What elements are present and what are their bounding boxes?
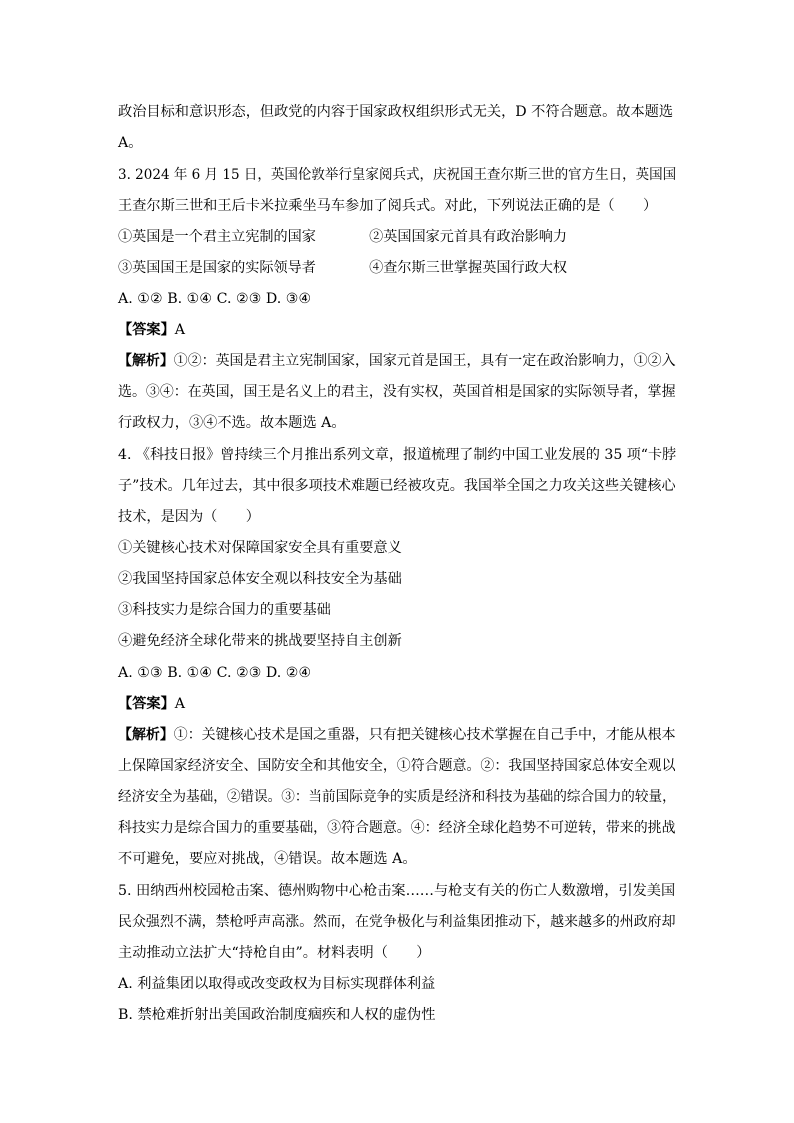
analysis-text: ①②：英国是君主立宪制国家，国家元首是国王，具有一定在政治影响力，①②入: [173, 353, 676, 369]
q4-stem-line-2: 子”技术。几年过去，其中很多项技术难题已经被攻克。我国举全国之力攻关这些关键核心: [118, 478, 676, 494]
q3-options-row-2: [118, 258, 676, 278]
q4-option-4: ④避免经济全球化带来的挑战要坚持自主创新: [118, 633, 402, 649]
q4-analysis-line-2: 上保障国家经济安全、国防安全和其他安全，①符合题意。②：我国坚持国家总体安全观以: [118, 758, 676, 774]
q3-analysis-line-2: 选。③④：在英国，国王是名义上的君主，没有实权，英国首相是国家的实际领导者，掌握: [118, 384, 676, 400]
q3-options-row-1: [118, 227, 676, 247]
analysis-text: ①：关键核心技术是国之重器，只有把关键核心技术掌握在自己手中，才能从根本: [173, 727, 676, 743]
q3-choices: A. ①② B. ①④ C. ②③ D. ③④: [118, 291, 312, 307]
q4-analysis-line-4: 科技实力是综合国力的重要基础，③符合题意。④：经济全球化趋势不可逆转，带来的挑战: [118, 820, 676, 836]
q5-stem-line-3: 主动推动立法扩大“持枪自由”。材料表明（ ）: [118, 945, 431, 961]
q3-option-1: ①英国是一个君主立宪制的国家: [118, 229, 316, 245]
q3-option-3: ③英国国王是国家的实际领导者: [118, 260, 316, 276]
q4-choices: A. ①③ B. ①④ C. ②③ D. ②④: [118, 665, 312, 681]
q3-stem-line-1: 3. 2024 年 6 月 15 日，英国伦敦举行皇家阅兵式，庆祝国王查尔斯三世的官方生日，英国国: [118, 167, 677, 183]
q5-stem-line-1: 5. 田纳西州校园枪击案、德州购物中心枪击案……与枪支有关的伤亡人数激增，引发美国: [118, 883, 676, 899]
q4-analysis-line-5: 不可避免，要应对挑战，④错误。故本题选 A。: [118, 851, 417, 867]
q4-option-1: ①关键核心技术对保障国家安全具有重要意义: [118, 540, 402, 556]
q4-stem-line-3: 技术，是因为（ ）: [118, 509, 260, 525]
q5-option-a: A. 利益集团以取得或改变政权为目标实现群体利益: [118, 976, 436, 992]
answer-label: 【答案】: [118, 322, 175, 338]
q4-answer: [118, 694, 185, 714]
q4-option-2: ②我国坚持国家总体安全观以科技安全为基础: [118, 571, 402, 587]
analysis-label: 【解析】: [118, 353, 174, 369]
intro-line-1: 政治目标和意识形态，但政党的内容于国家政权组织形式无关，D 不符合题意。故本题选: [118, 104, 674, 120]
q4-analysis-line-1: [118, 725, 676, 745]
q4-option-3: ③科技实力是综合国力的重要基础: [118, 602, 331, 618]
answer-label: 【答案】: [118, 696, 175, 712]
q4-stem-line-1: 4. 《科技日报》曾持续三个月推出系列文章，报道梳理了制约中国工业发展的 35 项“卡脖: [118, 447, 677, 463]
answer-value: A: [174, 322, 186, 338]
q4-analysis-line-3: 经济安全为基础，②错误。③：当前国际竞争的实质是经济和科技为基础的综合国力的较量，: [118, 789, 676, 805]
q3-stem-line-2: 王查尔斯三世和王后卡米拉乘坐马车参加了阅兵式。对此，下列说法正确的是（ ）: [118, 198, 658, 214]
q3-option-2: ②英国国家元首具有政治影响力: [369, 229, 568, 245]
answer-value: A: [174, 696, 186, 712]
intro-line-2: A。: [118, 135, 143, 151]
q3-answer: [118, 320, 185, 340]
q5-option-b: B. 禁枪难折射出美国政治制度痼疾和人权的虚伪性: [118, 1007, 436, 1023]
analysis-label: 【解析】: [118, 727, 174, 743]
q3-analysis-line-1: [118, 351, 676, 371]
q5-stem-line-2: 民众强烈不满，禁枪呼声高涨。然而，在党争极化与利益集团推动下，越来越多的州政府却: [118, 914, 676, 930]
q3-analysis-line-3: 行政权力，③④不选。故本题选 A。: [118, 415, 346, 431]
q3-option-4: ④查尔斯三世掌握英国行政大权: [369, 260, 568, 276]
